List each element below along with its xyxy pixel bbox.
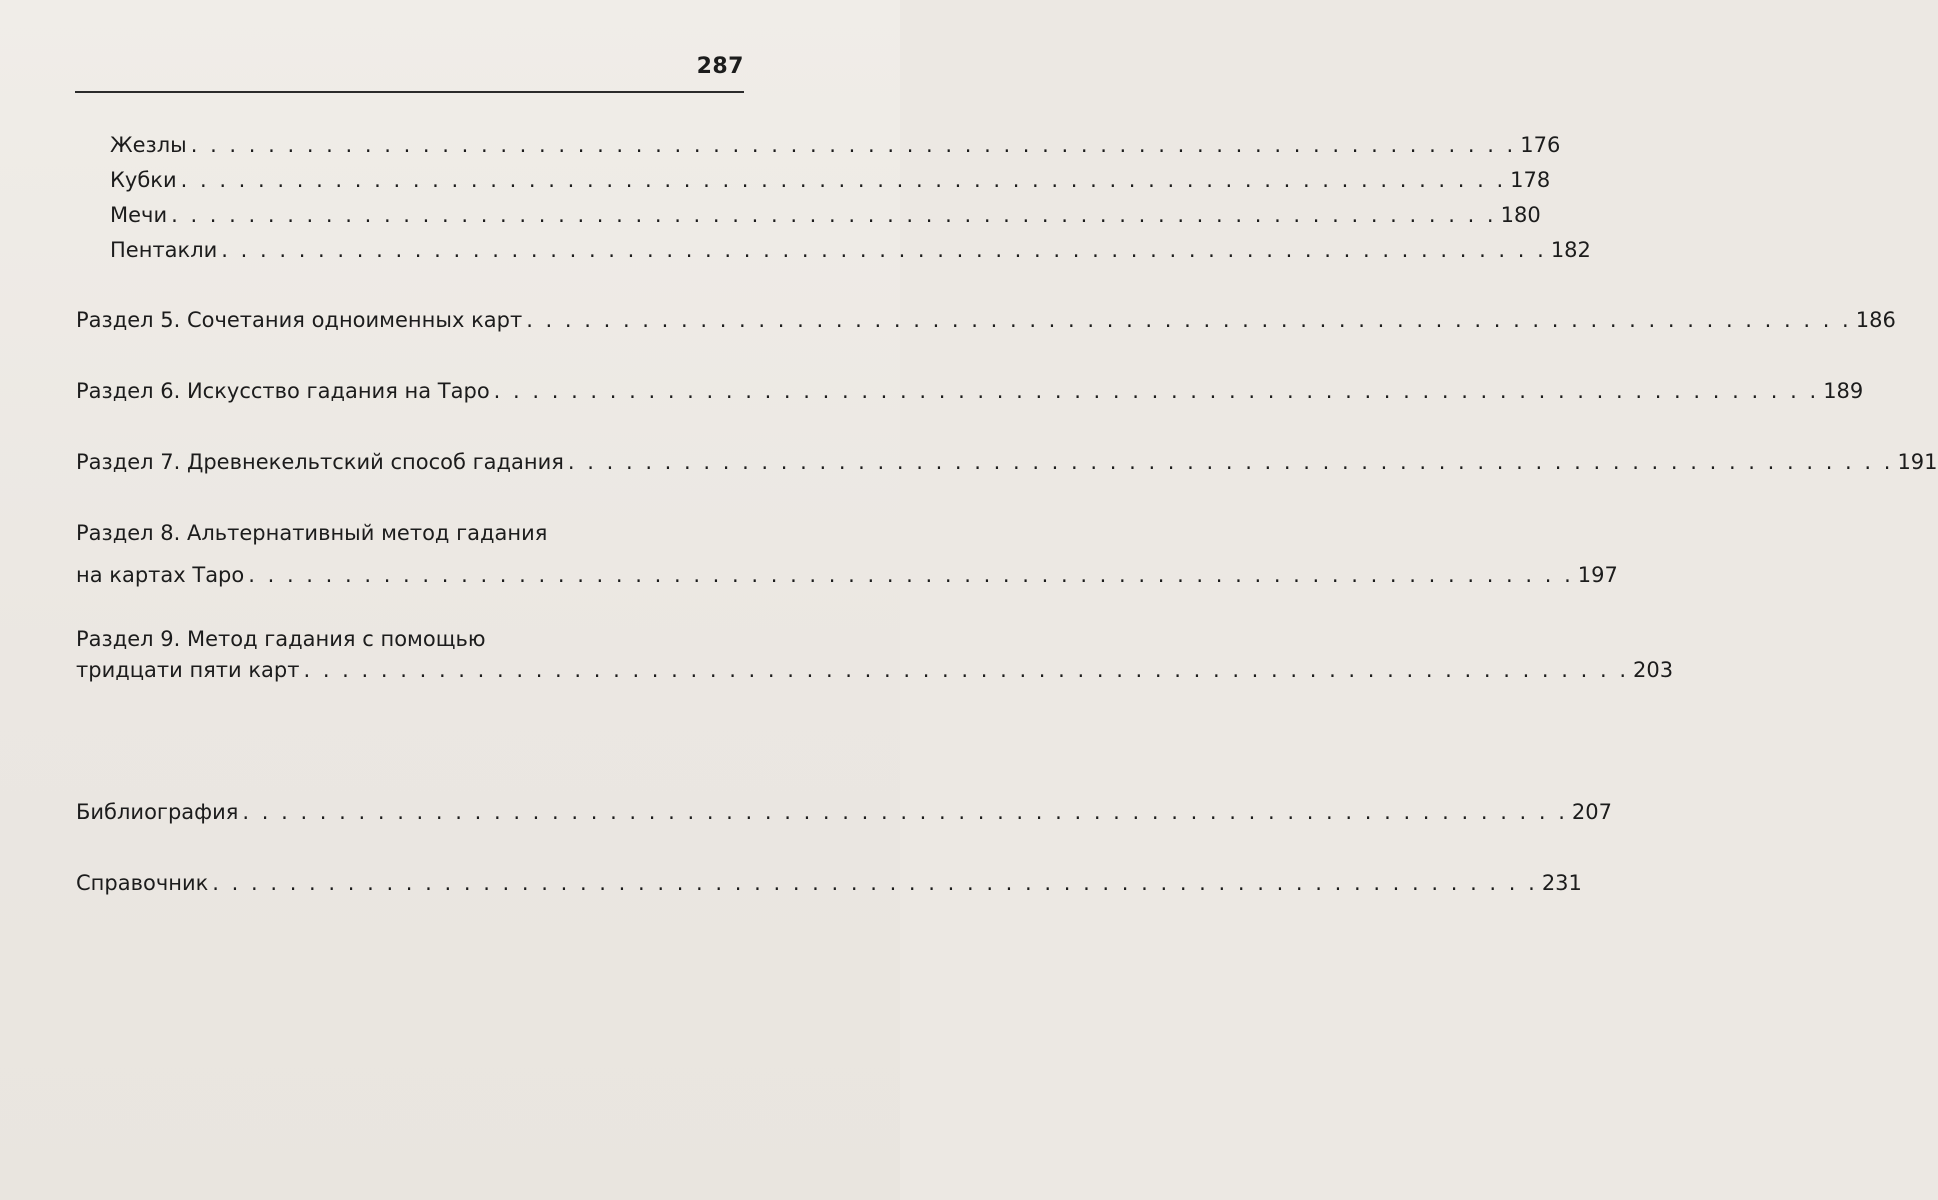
toc-entry-section-9-line1: Раздел 9. Метод гадания с помощью [76,627,486,651]
dot-leader: . . . . . . . . . . . . . . . . . . . . . . . . . . . . . . . . . . . . . . . . . . . . . . . . . . . . . . . . . . . . . . . . . . . . . [567,450,1894,474]
toc-entry-label: Раздел 5. Сочетания одноименных карт [76,308,523,332]
toc-entry-section-7[interactable] [76,445,1938,479]
toc-entry-label: Кубки [110,168,177,192]
toc-entry-reference[interactable] [76,866,1582,900]
page-number: 287 [696,54,744,79]
dot-leader: . . . . . . . . . . . . . . . . . . . . . . . . . . . . . . . . . . . . . . . . . . . . . . . . . . . . . . . . . . . . . . . . . . . . . [248,563,1574,587]
dot-leader: . . . . . . . . . . . . . . . . . . . . . . . . . . . . . . . . . . . . . . . . . . . . . . . . . . . . . . . . . . . . . . . . . . . . . [171,203,1497,227]
toc-entry-page: 182 [1550,238,1591,262]
dot-leader: . . . . . . . . . . . . . . . . . . . . . . . . . . . . . . . . . . . . . . . . . . . . . . . . . . . . . . . . . . . . . . . . . . . . . [212,871,1538,895]
toc-entry-label: на картах Таро [76,563,245,587]
toc-entry-page: 203 [1633,658,1674,682]
toc-entry-page: 191 [1897,450,1938,474]
toc-entry-label: тридцати пяти карт [76,658,300,682]
toc-entry-section-6[interactable] [76,374,1864,408]
toc-entry-page: 180 [1500,203,1541,227]
toc-entry-label: Библиография [76,800,239,824]
dot-leader: . . . . . . . . . . . . . . . . . . . . . . . . . . . . . . . . . . . . . . . . . . . . . . . . . . . . . . . . . . . . . . . . . . . . . [221,238,1547,262]
header-rule [75,91,744,93]
dot-leader: . . . . . . . . . . . . . . . . . . . . . . . . . . . . . . . . . . . . . . . . . . . . . . . . . . . . . . . . . . . . . . . . . . . . . [303,658,1629,682]
toc-entry-page: 176 [1520,133,1561,157]
dot-leader: . . . . . . . . . . . . . . . . . . . . . . . . . . . . . . . . . . . . . . . . . . . . . . . . . . . . . . . . . . . . . . . . . . . . . [180,168,1507,192]
toc-entry-label: Раздел 7. Древнекельтский способ гадания [76,450,564,474]
dot-leader: . . . . . . . . . . . . . . . . . . . . . . . . . . . . . . . . . . . . . . . . . . . . . . . . . . . . . . . . . . . . . . . . . . . . . [493,379,1820,403]
toc-entry-page: 231 [1541,871,1582,895]
toc-entry-section-9[interactable] [76,653,1674,687]
toc-entry-section-8-line1: Раздел 8. Альтернативный метод гадания [76,521,548,545]
toc-entry-pentacles[interactable] [110,233,1591,267]
toc-entry-cups[interactable] [110,163,1551,197]
toc-entry-label: Жезлы [110,133,187,157]
dot-leader: . . . . . . . . . . . . . . . . . . . . . . . . . . . . . . . . . . . . . . . . . . . . . . . . . . . . . . . . . . . . . . . . . . . . . [190,133,1517,157]
toc-entry-label: Пентакли [110,238,218,262]
toc-entry-section-5[interactable] [76,303,1896,337]
toc-entry-label: Раздел 6. Искусство гадания на Таро [76,379,490,403]
dot-leader: . . . . . . . . . . . . . . . . . . . . . . . . . . . . . . . . . . . . . . . . . . . . . . . . . . . . . . . . . . . . . . . . . . . . . [242,800,1568,824]
toc-entry-page: 197 [1577,563,1618,587]
toc-entry-swords[interactable] [110,198,1541,232]
toc-entry-page: 186 [1855,308,1896,332]
toc-entry-wands[interactable] [110,128,1561,162]
toc-entry-page: 207 [1571,800,1613,824]
toc-entry-label: Справочник [76,871,209,895]
toc-entry-page: 178 [1510,168,1551,192]
toc-entry-section-8[interactable] [76,558,1618,592]
toc-entry-page: 189 [1823,379,1864,403]
dot-leader: . . . . . . . . . . . . . . . . . . . . . . . . . . . . . . . . . . . . . . . . . . . . . . . . . . . . . . . . . . . . . . . . . . . . . [526,308,1852,332]
toc-entry-label: Мечи [110,203,168,227]
toc-entry-bibliography[interactable] [76,795,1613,829]
